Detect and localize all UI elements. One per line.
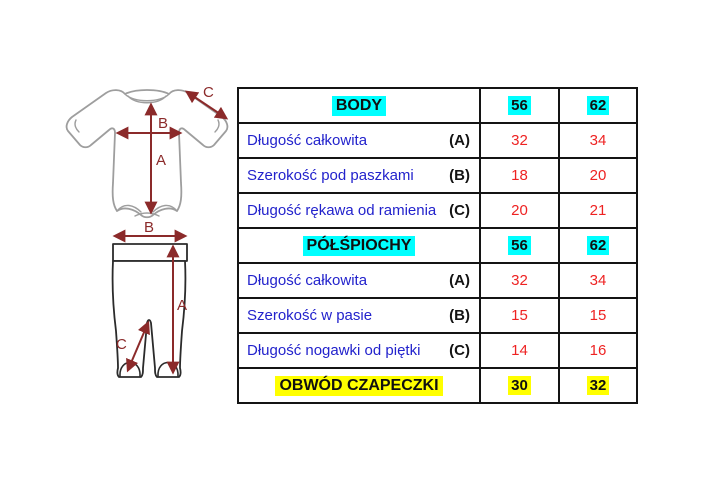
size-table <box>237 87 638 404</box>
section-header-row-polspiochy <box>239 229 636 264</box>
value-cell <box>560 369 636 402</box>
size-56: 56 <box>508 96 531 115</box>
measurement-label: Szerokość w pasie <box>247 307 373 324</box>
dimension-b <box>115 219 185 236</box>
waistband <box>113 244 187 261</box>
table-row <box>239 159 636 194</box>
section-title-polspiochy: PÓŁŚPIOCHY <box>303 236 416 256</box>
pants-diagram <box>103 219 197 389</box>
value-cell: 21 <box>589 202 607 219</box>
value-cell: 18 <box>481 159 560 192</box>
section-header-row-body <box>239 89 636 124</box>
table-row <box>239 264 636 299</box>
size-62: 62 <box>587 96 610 115</box>
dimension-letter: (C) <box>449 342 470 359</box>
size-62: 62 <box>587 236 610 255</box>
dimension-letter: (A) <box>449 272 470 289</box>
dim-label-a: A <box>156 152 167 169</box>
dim-label-c: C <box>203 84 214 101</box>
measurement-label: Szerokość pod paszkami <box>247 167 414 184</box>
table-row <box>239 194 636 229</box>
measurement-cell <box>239 194 481 227</box>
size-header-cell <box>481 89 560 122</box>
size-header-cell <box>560 229 636 262</box>
measurement-cell <box>239 264 481 297</box>
size-header-cell <box>560 89 636 122</box>
value-cell: 15 <box>481 299 560 332</box>
value-cell: 16 <box>589 342 607 359</box>
measurement-label: Długość całkowita <box>247 272 368 289</box>
measurement-label: Długość rękawa od ramienia <box>247 202 437 219</box>
measurement-cell <box>239 124 481 157</box>
measurement-cell <box>239 334 481 367</box>
footer-row-obwod-czapeczki <box>239 369 636 402</box>
value-cell: 32 <box>481 264 560 297</box>
value-cell: 34 <box>589 132 607 149</box>
section-title-body: BODY <box>332 96 386 116</box>
value-cell: 15 <box>589 307 607 324</box>
bodysuit-diagram <box>55 83 233 225</box>
dimension-letter: (B) <box>449 307 470 324</box>
value-cell: 20 <box>481 194 560 227</box>
dim-label-c: C <box>116 336 127 353</box>
value-cell: 34 <box>589 272 607 289</box>
value-cell: 20 <box>589 167 607 184</box>
table-row <box>239 299 636 334</box>
table-row <box>239 124 636 159</box>
footer-title: OBWÓD CZAPECZKI <box>275 376 442 396</box>
table-row <box>239 334 636 369</box>
section-title-cell <box>239 89 481 122</box>
value-cell <box>481 369 560 402</box>
size-56: 56 <box>508 236 531 255</box>
value-cell: 14 <box>481 334 560 367</box>
measurement-label: Długość całkowita <box>247 132 368 149</box>
footer-title-cell <box>239 369 481 402</box>
section-title-cell <box>239 229 481 262</box>
bodysuit-outline <box>67 90 228 217</box>
measurement-label: Długość nogawki od piętki <box>247 342 421 359</box>
dimension-letter: (C) <box>449 202 470 219</box>
dim-label-b: B <box>158 115 169 132</box>
dimension-letter: (A) <box>449 132 470 149</box>
value-cell: 32 <box>481 124 560 157</box>
footer-value: 32 <box>587 376 610 395</box>
pants-outline <box>113 244 187 377</box>
dimension-letter: (B) <box>449 167 470 184</box>
dim-label-a: A <box>177 297 188 314</box>
measurement-cell <box>239 159 481 192</box>
measurement-cell <box>239 299 481 332</box>
size-header-cell <box>481 229 560 262</box>
footer-value: 30 <box>508 376 531 395</box>
dim-label-b: B <box>144 219 155 236</box>
